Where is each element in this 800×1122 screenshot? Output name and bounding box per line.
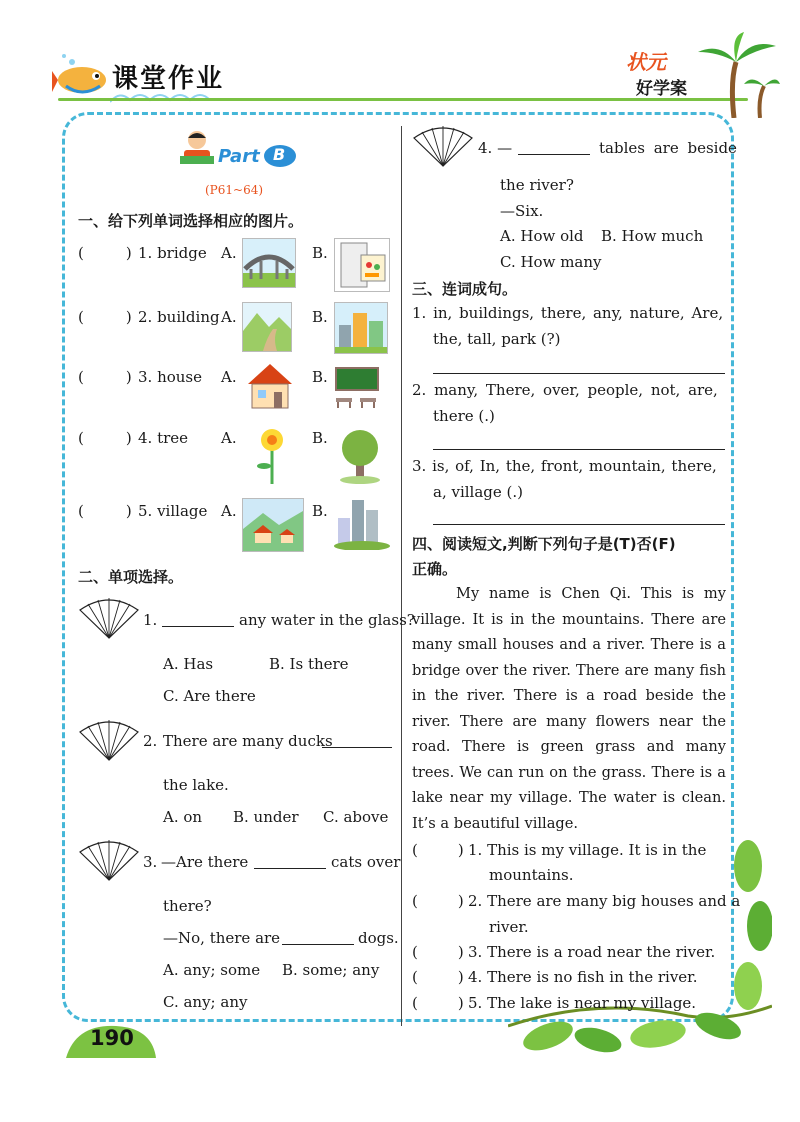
fan-icon [412, 124, 474, 168]
item-label: 1. bridge [138, 244, 207, 262]
answer-bracket[interactable] [412, 967, 464, 987]
section4-title-line2: 正确。 [412, 560, 458, 578]
bracket-close: ) [125, 308, 132, 326]
statement-2: 2. There are many big houses and a [468, 892, 741, 910]
answer-line[interactable] [433, 373, 725, 374]
header-title: 课堂作业 [112, 64, 225, 94]
q3-text-line2: there? [163, 897, 212, 915]
q3-option-b[interactable]: B. some; any [282, 961, 380, 979]
cartoon-fish-logo [52, 50, 114, 100]
answer-line[interactable] [433, 449, 725, 450]
option-a-label: A. [221, 244, 237, 262]
q4-answer: —Six. [500, 202, 544, 220]
option-a-label: A. [221, 502, 237, 520]
statement-3: 3. There is a road near the river. [468, 943, 716, 961]
reading-passage: My name is Chen Qi. This is my village. It is in the mountains. There are many small houses and a river. There is a bridge over the river. There are many fish in the river. There is a road beside the river. There are many flowers near the road. There is green grass and many trees. We can run on the grass. There is a lake near my village. The water is clean. It’s a beautiful village. [412, 585, 726, 832]
s3-item-2-line2: there (.) [433, 407, 495, 425]
s3-item-1-line1: 1. in, buildings, there, any, nature, Are, [412, 304, 724, 322]
q2-text: There are many ducks [163, 732, 333, 750]
column-divider [401, 126, 402, 1026]
q2-blank[interactable] [322, 733, 392, 748]
s3-item-3-line2: a, village (.) [433, 483, 524, 501]
classroom-picture[interactable] [332, 366, 382, 410]
q2-option-c[interactable]: C. above [323, 808, 389, 826]
q1-number: 1. [143, 611, 158, 629]
bracket-open: ( [412, 943, 418, 961]
city-picture[interactable] [334, 498, 390, 550]
option-b-label: B. [312, 429, 328, 447]
statement-2-line2: river. [489, 918, 529, 936]
item-label: 4. tree [138, 429, 189, 447]
q4-text: tables are beside [599, 139, 737, 157]
option-b-label: B. [312, 244, 328, 262]
q3-number: 3. [143, 853, 158, 871]
part-letter: B [273, 145, 286, 164]
bracket-close: ) [125, 244, 132, 262]
bracket-close: ) [457, 994, 464, 1012]
q3-option-c[interactable]: C. any; any [163, 993, 248, 1011]
statement-4: 4. There is no fish in the river. [468, 968, 698, 986]
fan-icon [78, 596, 140, 640]
reading-boy-icon [176, 128, 218, 168]
q1-option-b[interactable]: B. Is there [269, 655, 349, 673]
bracket-open: ( [78, 368, 84, 386]
q4-blank[interactable] [518, 140, 590, 155]
page-number: 190 [90, 1026, 134, 1050]
bracket-close: ) [125, 368, 132, 386]
part-label: Part [218, 146, 260, 167]
section4-title: 四、阅读短文,判断下列句子是(T)否(F) [412, 535, 676, 553]
q4-text-line2: the river? [500, 176, 574, 194]
section3-title: 三、连词成句。 [412, 280, 518, 298]
item-label: 2. building [138, 308, 220, 326]
q3-answer-text: —No, there are [163, 929, 281, 947]
bracket-close: ) [457, 943, 464, 961]
q3-blank-1[interactable] [254, 854, 326, 869]
bracket-close: ) [125, 429, 132, 447]
q2-option-a[interactable]: A. on [163, 808, 203, 826]
option-b-label: B. [312, 368, 328, 386]
q1-blank[interactable] [162, 612, 234, 627]
item-label: 5. village [138, 502, 208, 520]
city-buildings-picture[interactable] [334, 302, 388, 354]
section2-title: 二、单项选择。 [78, 568, 184, 586]
brand-subtitle: 好学案 [636, 79, 687, 99]
answer-bracket[interactable] [78, 243, 132, 263]
answer-bracket[interactable] [78, 307, 132, 327]
house-picture[interactable] [244, 362, 296, 410]
q1-option-c[interactable]: C. Are there [163, 687, 256, 705]
village-picture[interactable] [242, 498, 304, 552]
bracket-close: ) [457, 841, 464, 859]
cloud-decoration [110, 90, 220, 104]
q4-option-c[interactable]: C. How many [500, 253, 602, 271]
tree-picture[interactable] [336, 428, 384, 484]
answer-bracket[interactable] [78, 428, 132, 448]
answer-bracket[interactable] [412, 993, 464, 1013]
answer-bracket[interactable] [78, 501, 132, 521]
q3-blank-2[interactable] [282, 930, 354, 945]
q3-text-after: cats over [331, 853, 401, 871]
q1-option-a[interactable]: A. Has [163, 655, 214, 673]
option-a-label: A. [221, 429, 237, 447]
option-a-label: A. [221, 308, 237, 326]
section1-title: 一、给下列单词选择相应的图片。 [78, 212, 304, 230]
bridge-picture[interactable] [242, 238, 296, 288]
s3-item-1-line2: the, tall, park (?) [433, 330, 561, 348]
statement-5: 5. The lake is near my village. [468, 994, 697, 1012]
answer-line[interactable] [433, 524, 725, 525]
q2-text-line2: the lake. [163, 776, 229, 794]
option-b-label: B. [312, 502, 328, 520]
q3-text: —Are there [161, 853, 249, 871]
q3-option-a[interactable]: A. any; some [163, 961, 261, 979]
option-a-label: A. [221, 368, 237, 386]
q4-option-b[interactable]: B. How much [601, 227, 704, 245]
q2-number: 2. [143, 732, 158, 750]
bracket-close: ) [125, 502, 132, 520]
countryside-road-picture[interactable] [242, 302, 292, 352]
answer-bracket[interactable] [412, 942, 464, 962]
answer-bracket[interactable] [78, 367, 132, 387]
q1-text: any water in the glass? [239, 611, 415, 629]
fan-icon [78, 838, 140, 882]
bracket-close: ) [457, 968, 464, 986]
q3-answer-after: dogs. [358, 929, 399, 947]
bracket-open: ( [78, 502, 84, 520]
statement-1-line2: mountains. [489, 866, 574, 884]
brand-name: 状元 [626, 50, 666, 74]
fan-icon [78, 718, 140, 762]
q4-number: 4. — [478, 139, 513, 157]
option-b-label: B. [312, 308, 328, 326]
answer-bracket[interactable] [412, 840, 464, 860]
refrigerator-picture[interactable] [334, 238, 390, 292]
s3-item-3-line1: 3. is, of, In, the, front, mountain, there, [412, 457, 717, 475]
item-label: 3. house [138, 368, 203, 386]
page-range: (P61~64) [205, 183, 264, 197]
s3-item-2-line1: 2. many, There, over, people, not, are, [412, 381, 718, 399]
bracket-open: ( [78, 244, 84, 262]
q2-option-b[interactable]: B. under [233, 808, 299, 826]
answer-bracket[interactable] [412, 891, 464, 911]
bracket-open: ( [412, 968, 418, 986]
statement-1: 1. This is my village. It is in the [468, 841, 707, 859]
q4-option-a[interactable]: A. How old [500, 227, 584, 245]
flower-picture[interactable] [254, 426, 290, 486]
palm-tree-icon [690, 32, 780, 118]
bracket-open: ( [412, 892, 418, 910]
bracket-close: ) [457, 892, 464, 910]
bracket-open: ( [78, 308, 84, 326]
bracket-open: ( [412, 994, 418, 1012]
bracket-open: ( [412, 841, 418, 859]
bracket-open: ( [78, 429, 84, 447]
